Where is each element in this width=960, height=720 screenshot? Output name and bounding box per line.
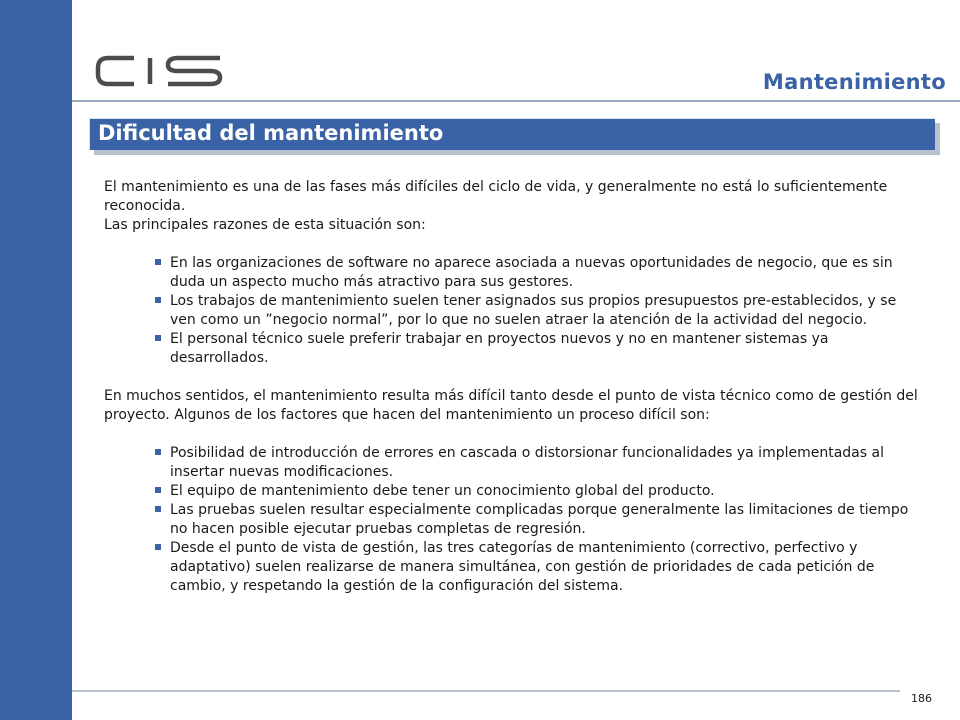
square-bullet-icon — [155, 259, 161, 265]
list-item: Las pruebas suelen resultar especialmente complicadas porque generalmente las limitaciones de tiempo no hacen posible ejecutar pruebas completas de regresión. — [170, 501, 924, 539]
square-bullet-icon — [155, 544, 161, 550]
square-bullet-icon — [155, 449, 161, 455]
reasons-list — [104, 254, 924, 368]
list-item: Desde el punto de vista de gestión, las tres categorías de mantenimiento (correctivo, perfectivo y adaptativo) suelen realizarse de manera simultánea, con gestión de prioridades de cada petición de cambio, y respetando la gestión de la configuración del sistema. — [170, 539, 924, 596]
list-item: En las organizaciones de software no aparece asociada a nuevas oportunidades de negocio, que es sin duda un aspecto mucho más atractivo para sus gestores. — [170, 254, 924, 292]
list-item: El equipo de mantenimiento debe tener un conocimiento global del producto. — [170, 482, 924, 501]
slide-title: Dificultad del mantenimiento — [98, 121, 444, 145]
intro-paragraph: El mantenimiento es una de las fases más difíciles del ciclo de vida, y generalmente no está lo suficientemente reconocida. — [104, 179, 888, 214]
page-number: 186 — [911, 692, 932, 705]
header-divider — [72, 100, 960, 102]
left-side-bar — [0, 0, 72, 720]
factors-list — [104, 444, 924, 596]
square-bullet-icon — [155, 506, 161, 512]
intro-lead: Las principales razones de esta situación son: — [104, 217, 426, 233]
cis-logo — [94, 54, 226, 88]
middle-paragraph: En muchos sentidos, el mantenimiento resulta más difícil tanto desde el punto de vista técnico como de gestión del proyecto. Algunos de los factores que hacen del mantenimiento un proceso difícil son: — [104, 388, 918, 423]
slide-body — [104, 178, 924, 596]
footer-divider — [72, 690, 900, 692]
square-bullet-icon — [155, 297, 161, 303]
list-item: Los trabajos de mantenimiento suelen tener asignados sus propios presupuestos pre-establecidos, y se ven como un ”negocio normal”, por lo que no suelen atraer la atención de la actividad del negocio. — [170, 292, 924, 330]
list-item: El personal técnico suele preferir trabajar en proyectos nuevos y no en mantener sistemas ya desarrollados. — [170, 330, 924, 368]
slide-title-banner — [89, 118, 935, 150]
square-bullet-icon — [155, 487, 161, 493]
square-bullet-icon — [155, 335, 161, 341]
section-title: Mantenimiento — [762, 70, 946, 94]
list-item: Posibilidad de introducción de errores en cascada o distorsionar funcionalidades ya implementadas al insertar nuevas modificaciones. — [170, 444, 924, 482]
